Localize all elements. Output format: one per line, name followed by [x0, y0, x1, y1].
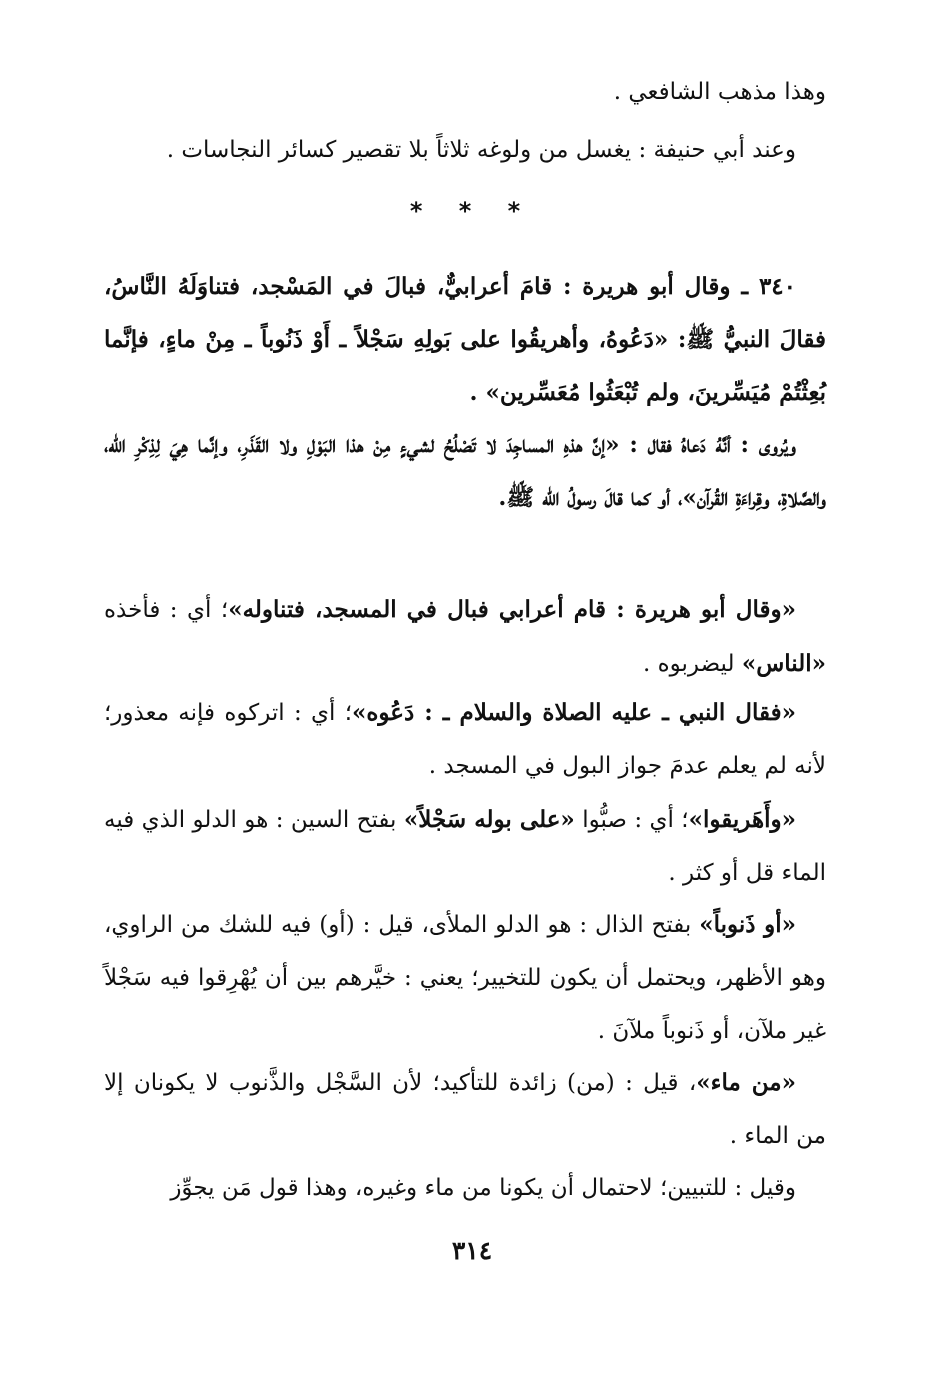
last-line [104, 1162, 826, 1215]
commentary-3-quote: «وأَهَريقوا» [688, 806, 796, 833]
commentary-1-quote-2: «الناس» [741, 650, 826, 677]
page-number: ٣١٤ [451, 1236, 493, 1265]
commentary-1-text-2: ليضربوه . [642, 651, 742, 677]
commentary-5-text: ، قيل : (من) زائدة للتأكيد؛ لأن السَّجْل والذَّنوب لا يكونان إلا من الماء . [104, 1070, 826, 1149]
commentary-3-text-2: بفتح السين : هو الدلو الذي فيه الماء قل أو كثر . [104, 807, 826, 886]
commentary-4-text: بفتح الذال : هو الدلو الملأى، قيل : (أو) فيه للشك من الراوي، وهو الأظهر، ويحتمل أن يكون للتخيير؛ يعني : خيَّرهم بين أن يُهْرِقوا فيه سَجْلاً غير ملآن، أو ذَنوباً ملآنَ . [104, 912, 826, 1044]
commentary-3-quote-2: «على بوله سَجْلاً» [403, 806, 575, 833]
commentary-paragraph-3 [104, 793, 826, 900]
commentary-2-quote: «فقال النبي ـ عليه الصلاة والسلام ـ : دَعُوه» [352, 699, 796, 726]
commentary-4-quote: «أو ذَنوباً» [699, 911, 796, 938]
line-abu-hanifa [104, 124, 826, 177]
commentary-2-text: ؛ أي : اتركوه فإنه معذور؛ لأنه لم يعلم عدمَ جواز البول في المسجد . [104, 700, 826, 779]
hadith-number: ٣٤٠ [758, 273, 796, 300]
hadith-paragraph [104, 260, 826, 419]
commentary-paragraph-4 [104, 898, 826, 1058]
line-shafii-text: وهذا مذهب الشافعي . [613, 79, 826, 105]
commentary-paragraph-1 [104, 583, 826, 691]
commentary-paragraph-2 [104, 686, 826, 793]
commentary-3-text: ؛ أي : صبُّوا [574, 807, 689, 833]
last-line-text: وقيل : للتبيين؛ لاحتمال أن يكونا من ماء وغيره، وهذا قول مَن يجوِّز [170, 1175, 796, 1201]
commentary-1-text: ؛ أي : فأخذه [104, 597, 229, 623]
section-separator: * * * [409, 197, 535, 225]
hadith-text: ـ وقال أبو هريرة : قامَ أعرابيٌّ، فبالَ في المَسْجد، فتناوَلَهُ النَّاسُ، فقالَ النبيُّ ﷺ: «دَعُوهُ، وأهريقُوا على بَولِهِ سَجْلاً ـ أَوْ ذَنُوباً ـ مِنْ ماءٍ، فإنَّما بُعِثْتُمْ مُيَسِّرينَ، ولم تُبْعَثُوا مُعَسِّرين» . [104, 273, 826, 406]
commentary-1-quote: «وقال أبو هريرة : قام أعرابي فبال في المسجد، فتناوله» [228, 596, 796, 623]
line-abu-hanifa-text: وعند أبي حنيفة : يغسل من ولوغه ثلاثاً بلا تقصير كسائر النجاسات . [166, 137, 796, 163]
commentary-5-quote: «من ماء» [696, 1069, 796, 1096]
riwaya-text: ويُروى : أنَّهُ دَعاهُ فقال : «إنَّ هذهِ المساجِدَ لا تَصْلُحُ لشيءٍ مِنْ هذا البَوْلِ ولا القَذَرِ، وإنَّما هِيَ لِذِكْرِ الله، والصَّلاةِ، وقِراءَةِ القُرآن»، أو كما قالَ رسولُ الله ﷺ. [104, 431, 826, 511]
riwaya-paragraph [104, 418, 826, 524]
line-shafii [104, 66, 826, 119]
commentary-paragraph-5 [104, 1056, 826, 1163]
